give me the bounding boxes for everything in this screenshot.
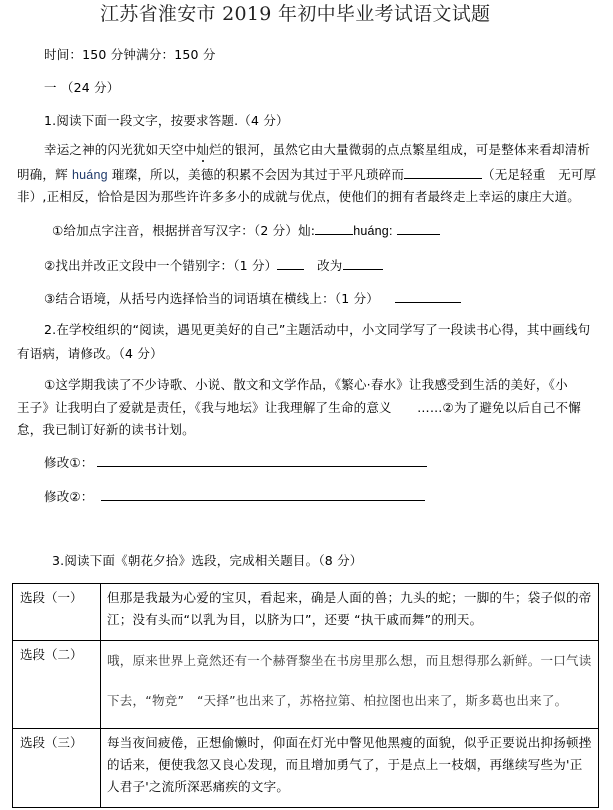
excerpt-text: 哦，原来世界上竟然还有一个赫胥黎坐在书房里那么想，而且想得那么新鲜。一口气读下去，“物竞” “天择”也出来了，苏格拉第、柏拉图也出来了，斯多葛也出来了。 <box>101 641 599 729</box>
table-row <box>13 584 599 641</box>
pinyin-huang: huáng <box>71 168 108 182</box>
fix1-answer-line[interactable] <box>97 466 427 467</box>
q2-passage-line2: 王子》让我明白了爱就是责任，《我与地坛》让我理解了生命的意义 ……②为了避免以后自己不懈 <box>17 400 581 415</box>
excerpt-label: 选段（二） <box>13 641 101 729</box>
section-one-heading: 一 （24 分） <box>44 80 120 95</box>
q1-sub3-text: ③结合语境，从括号内选择恰当的词语填在横线上：（1 分） <box>44 291 379 306</box>
q1-sub1-pinyin: huáng: <box>353 224 393 238</box>
q1-sub2 <box>44 257 383 274</box>
q2-heading-line2: 有语病，请修改。（4 分） <box>17 346 163 361</box>
exam-info: 时间：150 分钟满分：150 分 <box>44 47 216 62</box>
q2-heading-line1: 2.在学校组织的“阅读，遇见更美好的自己”主题活动中，小文同学写了一段读书心得，其中画线句 <box>44 322 591 337</box>
q3-heading: 3.阅读下面《朝花夕拾》选段，完成相关题目。（8 分） <box>52 553 363 568</box>
table-row <box>13 641 599 729</box>
answer-blank[interactable] <box>395 290 461 303</box>
q1-sub2-text: 改为 <box>317 258 343 273</box>
q1-passage-text: 烂的银河，虽然它由大量微弱的点点繁星组成，可是整体来看却清析 <box>209 142 591 157</box>
q1-passage-text: （无足轻重 无可厚 <box>482 167 597 182</box>
excerpt-text: 但那是我最为心爱的宝贝，看起来，确是人面的兽；九头的蛇；一脚的牛；袋子似的帝江；没有头而“以乳为目，以脐为口”，还要 “执干戚而舞”的刑天。 <box>101 584 599 641</box>
answer-blank[interactable] <box>315 222 353 235</box>
q1-passage-line1 <box>44 142 590 158</box>
q1-passage-text: 璀璨，所以，美德的积累不会因为其过于平凡琐碎而 <box>107 167 405 182</box>
fix1-label: 修改①： <box>44 455 94 470</box>
dotted-character: 灿 <box>196 142 210 157</box>
q1-passage-line3: 非）,正相反，恰恰是因为那些许许多多小的成就与优点，使他们的拥有者最终走上幸运的康庄大道。 <box>17 189 580 204</box>
excerpt-label: 选段（三） <box>13 729 101 808</box>
answer-blank[interactable] <box>343 257 383 270</box>
fix2-answer-line[interactable] <box>101 500 425 501</box>
q2-passage-line1: ①这学期我读了不少诗歌、小说、散文和文学作品，《繁心·春水》让我感受到生活的美好，《小 <box>44 377 568 392</box>
exam-title: 江苏省淮安市 2019 年初中毕业考试语文试题 <box>100 3 491 25</box>
excerpt-label: 选段（一） <box>13 584 101 641</box>
q1-passage-text: 幸运之神的闪光犹如天空中 <box>44 142 197 157</box>
excerpt-table <box>12 583 599 808</box>
q1-sub3 <box>44 290 461 307</box>
excerpt-text: 每当夜间疲倦，正想偷懒时，仰面在灯光中瞥见他黑瘦的面貌，似乎正要说出抑扬顿挫的话来，便使我忽又良心发现，而且增加勇气了，于是点上一枝烟，再继续写些为'正人君子'之流所深恶痛疾的文字。 <box>101 729 599 808</box>
q1-passage-line2 <box>17 166 596 183</box>
q1-sub2-text: ②找出并改正文段中一个错别字：（1 分） <box>44 258 278 273</box>
answer-blank[interactable] <box>404 166 482 179</box>
fix2-label: 修改②： <box>44 489 94 504</box>
answer-blank[interactable] <box>277 257 304 270</box>
table-row <box>13 729 599 808</box>
q1-sub1 <box>52 222 440 239</box>
q1-passage-text: 明确，辉 <box>17 167 72 182</box>
q1-heading: 1.阅读下面一段文字，按要求答题.（4 分） <box>44 113 289 128</box>
answer-blank[interactable] <box>397 222 440 235</box>
q1-sub1-text: ①给加点字注音，根据拼音写汉字：（2 分）灿: <box>52 223 316 238</box>
q2-passage-line3: 怠，我已制订好新的读书计划。 <box>17 422 195 437</box>
